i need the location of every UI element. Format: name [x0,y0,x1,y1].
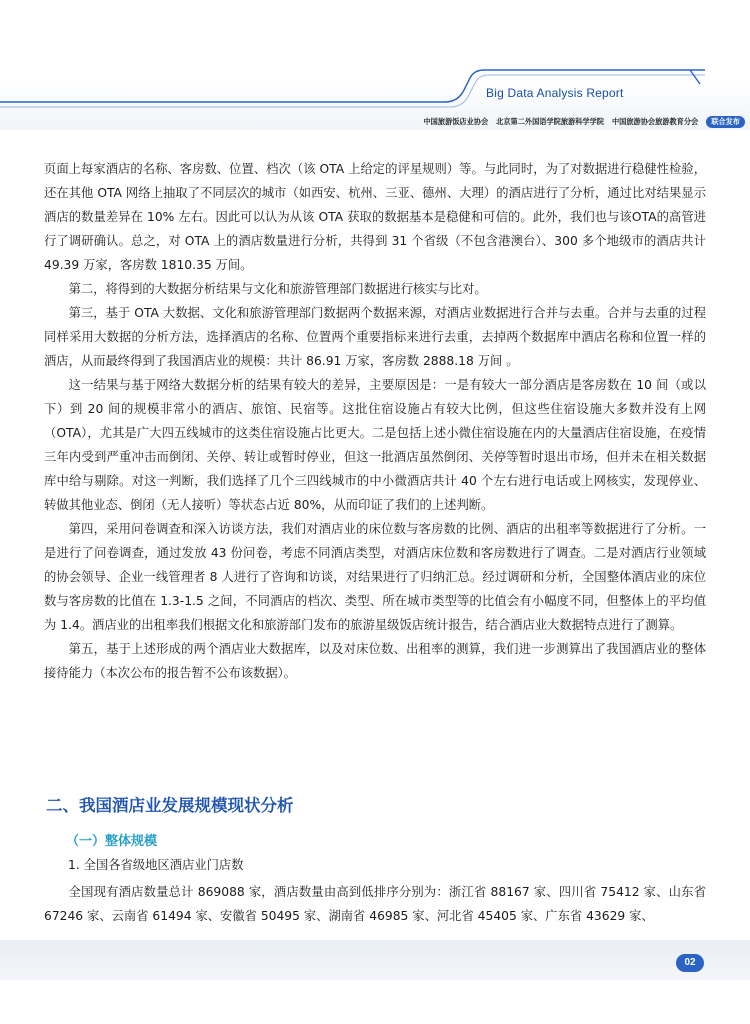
body-text-continued [44,880,706,928]
publisher-row [300,115,745,129]
publisher-3: 中国旅游协会旅游教育分会 [611,117,699,126]
section-heading: 二、我国酒店业发展规模现状分析 [46,796,294,815]
publisher-1: 中国旅游饭店业协会 [423,117,489,126]
subsection-heading: （一）整体规模 [66,834,158,849]
body-text [44,157,706,685]
paragraph-3: 第三，基于 OTA 大数据、文化和旅游管理部门数据两个数据来源，对酒店业数据进行合并与去重。合并与去重的过程同样采用大数据的分析方法，选择酒店的名称、位置两个重要指标来进行去重，去掉两个数据库中酒店名称和位置一样的酒店，从而最终得到了我国酒店业的规模：共计 86.91 万家，客房数 2888.18 万间 。 [44,306,706,368]
paragraph-6: 第五，基于上述形成的两个酒店业大数据库，以及对床位数、出租率的测算，我们进一步测算出了我国酒店业的整体接待能力（本次公布的报告暂不公布该数据）。 [44,642,706,680]
paragraph-1: 页面上每家酒店的名称、客房数、位置、档次（该 OTA 上给定的评星规则）等。与此同时，为了对数据进行稳健性检验，还在其他 OTA 网络上抽取了不同层次的城市（如西安、杭州、三亚、德州、大理）的酒店进行了分析，通过比对结果显示酒店的数量差异在 10% 左右。因此可以认为从该 OTA 获取的数据基本是稳健和可信的。此外，我们也与该OTA的高管进行了调研确认。总之，对 OTA 上的酒店数量进行分析，共得到 31 个省级（不包含港澳台）、300 多个地级市的酒店共计 49.39 万家，客房数 1810.35 万间。 [44,162,706,272]
publisher-2: 北京第二外国语学院旅游科学学院 [496,117,604,126]
report-title: Big Data Analysis Report [486,86,624,100]
paragraph-5: 第四，采用问卷调查和深入访谈方法，我们对酒店业的床位数与客房数的比例、酒店的出租率等数据进行了分析。一是进行了问卷调查，通过发放 43 份问卷，考虑不同酒店类型，对酒店床位数和客房数进行了调查。二是对酒店行业领域的协会领导、企业一线管理者 8 人进行了咨询和访谈，对结果进行了归纳汇总。经过调研和分析，全国整体酒店业的床位数与客房数的比值在 1.3-1.5 之间，不同酒店的档次、类型、所在城市类型等的比值会有小幅度不同，但整体上的平均值为 1.4。酒店业的出租率我们根据文化和旅游部门发布的旅游星级饭店统计报告，结合酒店业大数据特点进行了测算。 [44,522,706,632]
page-number: 02 [676,954,704,972]
joint-release-badge: 联合发布 [706,116,745,128]
paragraph-2: 第二，将得到的大数据分析结果与文化和旅游管理部门数据进行核实与比对。 [68,282,487,296]
footer-band [0,940,750,980]
paragraph-4: 这一结果与基于网络大数据分析的结果有较大的差异，主要原因是：一是有较大一部分酒店是客房数在 10 间（或以下）到 20 间的规模非常小的酒店、旅馆、民宿等。这批住宿设施占有较大比例，但这些住宿设施大多数并没有上网（OTA），尤其是广大四五线城市的这类住宿设施占比更大。二是包括上述小微住宿设施在内的大量酒店住宿设施，在疫情三年内受到严重冲击而倒闭、关停、转让或暂时停业，但这一批酒店虽然倒闭、关停等暂时退出市场，但并未在相关数据库中给与剔除。对这一判断，我们选择了几个三四线城市的中小微酒店共计 40 个左右进行电话或上网核实，发现停业、转做其他业态、倒闭（无人接听）等状态占近 80%，从而印证了我们的上述判断。 [44,378,706,512]
item-heading: 1. 全国各省级地区酒店业门店数 [68,858,244,872]
paragraph-7: 全国现有酒店数量总计 869088 家，酒店数量由高到低排序分别为：浙江省 88167 家、四川省 75412 家、山东省 67246 家、云南省 61494 家、安徽省 50495 家、湖南省 46985 家、河北省 45405 家、广东省 43629 家、 [44,885,706,923]
